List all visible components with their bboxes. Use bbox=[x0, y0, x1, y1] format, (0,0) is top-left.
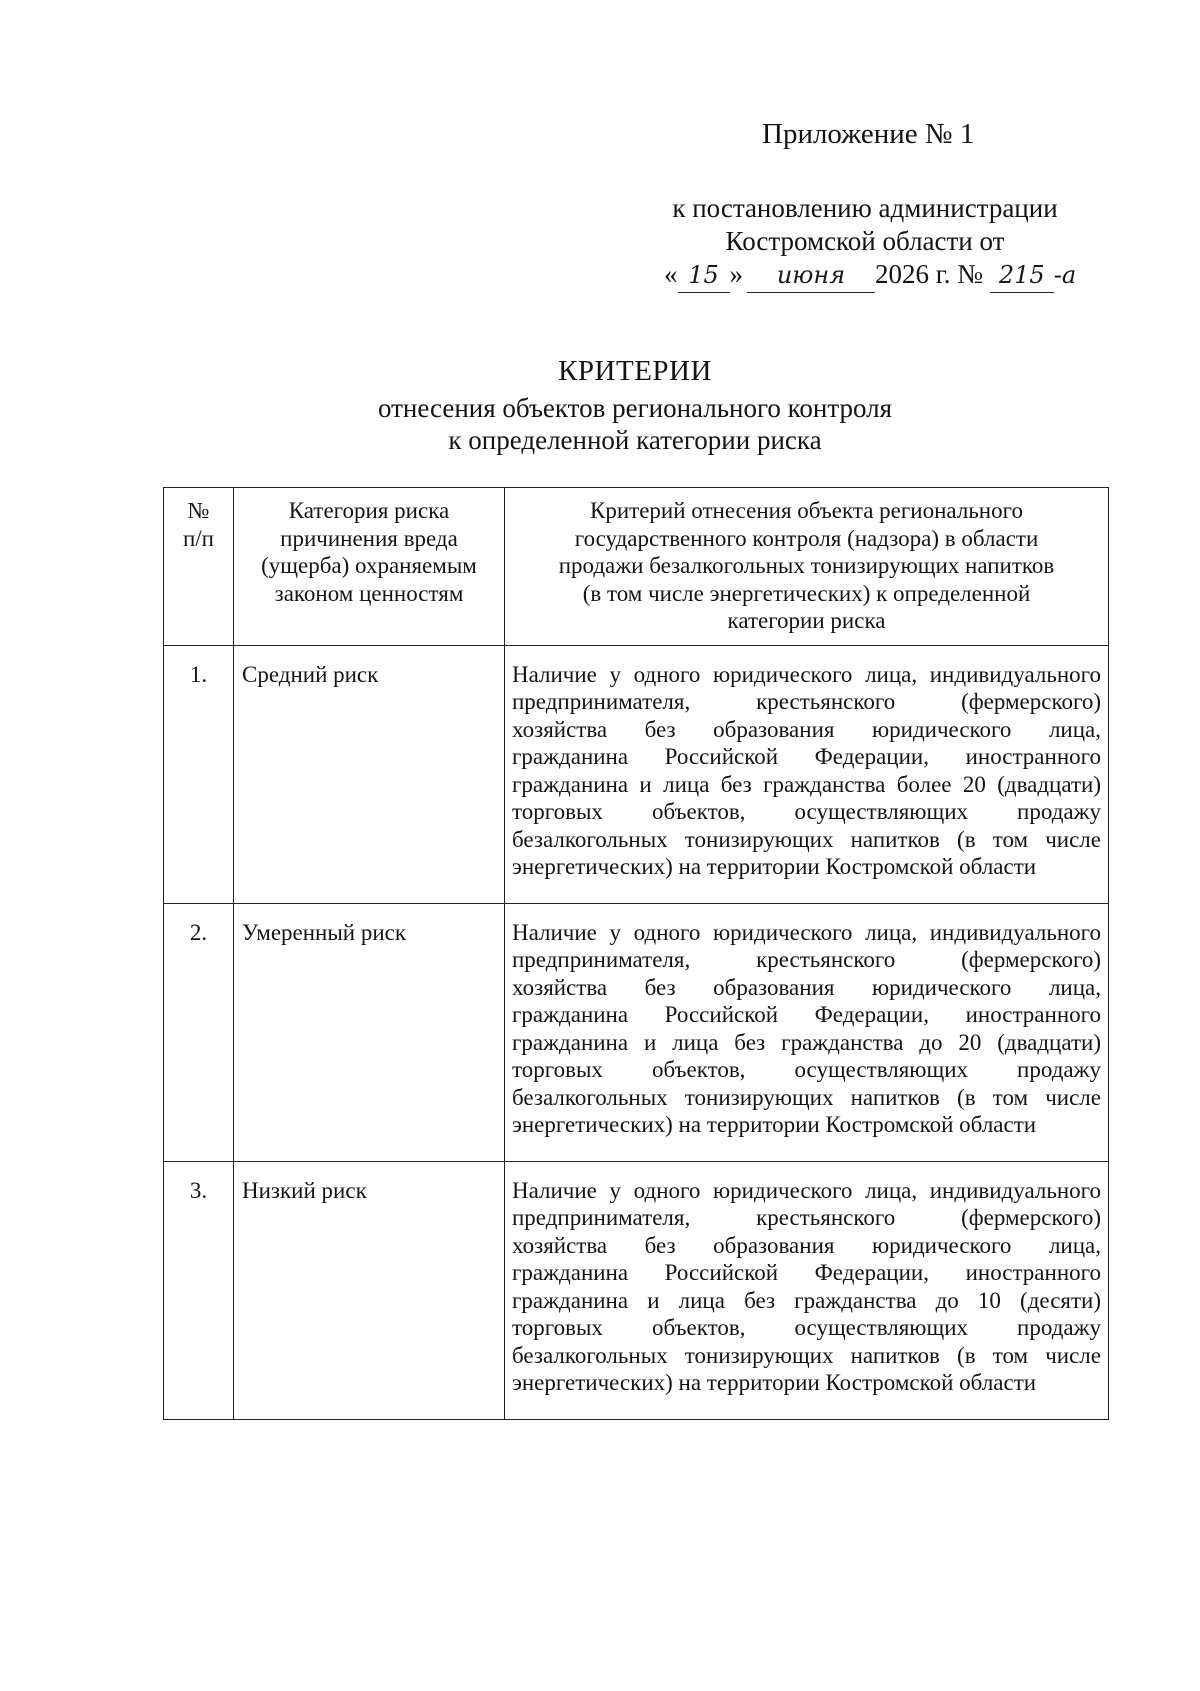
header-criterion-line: продажи безалкогольных тонизирующих напитков bbox=[558, 553, 1055, 578]
row-category: Умеренный риск bbox=[234, 903, 505, 1161]
header-criterion-line: государственного контроля (надзора) в области bbox=[574, 525, 1039, 551]
handwritten-number: 215 bbox=[990, 259, 1054, 293]
header-category-line: законом ценностям bbox=[274, 580, 464, 606]
header-criterion bbox=[505, 488, 1109, 646]
criterion-line: энергетических) на территории Костромской области bbox=[512, 1370, 1037, 1395]
risk-criteria-table bbox=[163, 487, 1109, 1420]
handwritten-day: 15 bbox=[678, 259, 730, 293]
table-row bbox=[164, 903, 1109, 1161]
header-criterion-line: (в том числе энергетических) к определенной bbox=[582, 580, 1031, 606]
row-number: 2. bbox=[164, 903, 234, 1161]
criterion-line: безалкогольных тонизирующих напитков (в том числе bbox=[512, 1342, 1101, 1368]
header-category-line: Категория риска bbox=[288, 498, 450, 523]
row-category: Низкий риск bbox=[234, 1161, 505, 1419]
header-category bbox=[234, 488, 505, 646]
decree-date-line bbox=[640, 258, 1090, 293]
criterion-line: гражданина Российской Федерации, иностранного bbox=[512, 1002, 1101, 1027]
criterion-line: хозяйства без образования юридического лица, bbox=[512, 716, 1101, 742]
row-number: 3. bbox=[164, 1161, 234, 1419]
row-criterion bbox=[505, 1161, 1109, 1419]
document-heading: КРИТЕРИИ bbox=[558, 355, 712, 387]
criterion-line: гражданина Российской Федерации, иностранного bbox=[512, 744, 1101, 769]
criterion-line: Наличие у одного юридического лица, индивидуального bbox=[512, 1177, 1101, 1203]
criterion-line: торговых объектов, осуществляющих продажу bbox=[512, 799, 1101, 824]
header-criterion-line: категории риска bbox=[727, 608, 886, 633]
row-number: 1. bbox=[164, 645, 234, 903]
handwritten-month: июня bbox=[747, 259, 875, 293]
criterion-line: безалкогольных тонизирующих напитков (в том числе bbox=[512, 1084, 1101, 1110]
date-year: 2026 г. № bbox=[875, 259, 984, 289]
criterion-line: Наличие у одного юридического лица, индивидуального bbox=[512, 919, 1101, 945]
header-category-line: причинения вреда bbox=[280, 525, 458, 551]
row-criterion bbox=[505, 645, 1109, 903]
criterion-line: торговых объектов, осуществляющих продажу bbox=[512, 1057, 1101, 1082]
criterion-line: хозяйства без образования юридического лица, bbox=[512, 1232, 1101, 1258]
date-open-quote: « bbox=[664, 259, 678, 289]
criterion-line: безалкогольных тонизирующих напитков (в том числе bbox=[512, 826, 1101, 852]
criterion-line: энергетических) на территории Костромской области bbox=[512, 1112, 1037, 1137]
criterion-line: гражданина Российской Федерации, иностранного bbox=[512, 1260, 1101, 1285]
criterion-line: гражданина и лица без гражданства до 10 (десяти) bbox=[512, 1287, 1101, 1313]
criterion-line: хозяйства без образования юридического лица, bbox=[512, 974, 1101, 1000]
handwritten-number-suffix: -а bbox=[1053, 261, 1077, 289]
criterion-line: предпринимателя, крестьянского (фермерского) bbox=[512, 689, 1101, 714]
header-category-line: (ущерба) охраняемым bbox=[261, 553, 477, 578]
criterion-line: гражданина и лица без гражданства более 20 (двадцати) bbox=[512, 771, 1101, 797]
decree-line-1: к постановлению администрации bbox=[672, 193, 1058, 223]
header-criterion-line: Критерий отнесения объекта регионального bbox=[590, 498, 1023, 523]
criterion-line: энергетических) на территории Костромской области bbox=[512, 854, 1037, 879]
criterion-line: гражданина и лица без гражданства до 20 (двадцати) bbox=[512, 1029, 1101, 1055]
annex-title: Приложение № 1 bbox=[762, 118, 975, 150]
date-close-quote: » bbox=[729, 259, 743, 289]
criterion-line: предпринимателя, крестьянского (фермерского) bbox=[512, 1205, 1101, 1230]
table-header-row bbox=[164, 488, 1109, 646]
decree-reference bbox=[640, 192, 1090, 293]
header-num-line: № bbox=[187, 498, 210, 523]
row-category: Средний риск bbox=[234, 645, 505, 903]
header-num-line: п/п bbox=[182, 525, 214, 551]
table-row bbox=[164, 1161, 1109, 1419]
header-num bbox=[164, 488, 234, 646]
criterion-line: торговых объектов, осуществляющих продажу bbox=[512, 1315, 1101, 1340]
decree-line-2: Костромской области от bbox=[725, 226, 1005, 256]
document-subheading-1: отнесения объектов регионального контроля bbox=[377, 393, 893, 423]
row-criterion bbox=[505, 903, 1109, 1161]
document-subheading-2: к определенной категории риска bbox=[448, 425, 822, 455]
criterion-line: предпринимателя, крестьянского (фермерского) bbox=[512, 947, 1101, 972]
table-row bbox=[164, 645, 1109, 903]
criterion-line: Наличие у одного юридического лица, индивидуального bbox=[512, 661, 1101, 687]
